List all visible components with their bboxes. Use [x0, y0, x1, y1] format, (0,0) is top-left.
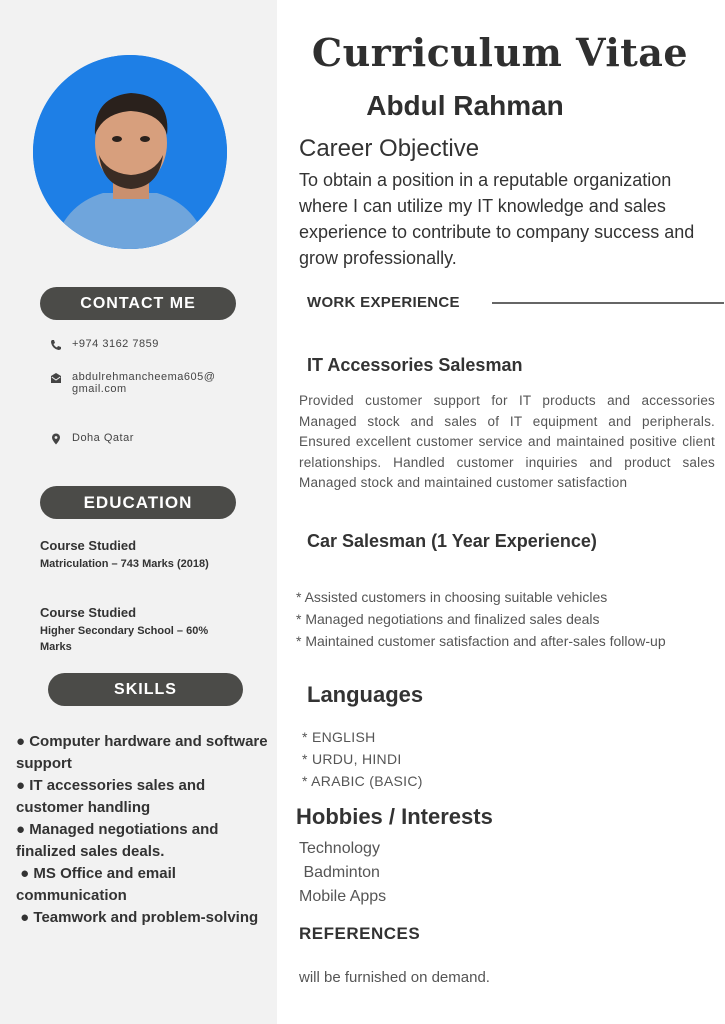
- references-text: will be furnished on demand.: [299, 969, 490, 986]
- contact-phone: [49, 338, 159, 352]
- skills-heading: SKILLS: [48, 673, 243, 706]
- skill-item: ● Teamwork and problem-solving: [16, 909, 259, 926]
- references-heading: REFERENCES: [299, 924, 421, 943]
- email-text[interactable]: [72, 371, 215, 395]
- skill-item: ● Managed negotiations and finalized sales deals.: [16, 821, 219, 860]
- education-item: [40, 538, 260, 572]
- location-pin-icon: [49, 432, 63, 446]
- education-detail: Matriculation – 743 Marks (2018): [40, 558, 209, 570]
- job-title: Car Salesman (1 Year Experience): [307, 531, 597, 551]
- skill-item: ● IT accessories sales and customer handling: [16, 777, 206, 816]
- skills-list: [16, 731, 274, 929]
- hobby-item: Badminton: [299, 864, 380, 881]
- objective-text: To obtain a position in a reputable organization where I can utilize my IT knowledge and sales experience to contribute to company success and grow professionally.: [299, 170, 695, 268]
- work-experience-heading: WORK EXPERIENCE: [307, 294, 460, 311]
- job-bullet: * Assisted customers in choosing suitable vehicles: [296, 589, 608, 605]
- email-line-1: abdulrehmancheema605@: [72, 371, 216, 383]
- job-title: IT Accessories Salesman: [307, 355, 523, 375]
- contact-heading: CONTACT ME: [40, 287, 236, 320]
- job-bullets: [296, 586, 721, 652]
- skill-item: ● Computer hardware and software support: [16, 733, 268, 772]
- skill-item: ● MS Office and email communication: [16, 865, 181, 904]
- language-item: * URDU, HINDI: [302, 751, 402, 767]
- location-text: Doha Qatar: [72, 432, 134, 444]
- section-divider: [492, 302, 724, 304]
- education-detail: Higher Secondary School – 60% Marks: [40, 625, 209, 653]
- mail-icon: [49, 371, 63, 385]
- phone-icon: [49, 338, 63, 352]
- hobby-item: Mobile Apps: [299, 888, 387, 905]
- education-item: [40, 605, 220, 655]
- hobbies-heading: Hobbies / Interests: [296, 804, 493, 829]
- job-bullet: * Managed negotiations and finalized sales deals: [296, 611, 600, 627]
- education-label: Course Studied: [40, 605, 137, 620]
- contact-location: [49, 432, 134, 446]
- hobby-item: Technology: [299, 840, 380, 857]
- contact-email: [49, 371, 215, 395]
- education-heading: EDUCATION: [40, 486, 236, 519]
- objective-heading: Career Objective: [299, 135, 480, 162]
- education-label: Course Studied: [40, 538, 137, 553]
- job-bullet: * Maintained customer satisfaction and after-sales follow-up: [296, 633, 666, 649]
- email-line-2: gmail.com: [72, 383, 127, 395]
- hobbies-list: [299, 837, 386, 909]
- profile-photo-portrait: [33, 55, 227, 249]
- candidate-name: Abdul Rahman: [366, 90, 564, 121]
- document-title: Curriculum Vitae: [311, 30, 689, 75]
- language-item: * ENGLISH: [302, 729, 376, 745]
- profile-photo: [33, 55, 227, 249]
- language-item: * ARABIC (BASIC): [302, 773, 423, 789]
- languages-heading: Languages: [307, 682, 424, 707]
- phone-text[interactable]: +974 3162 7859: [72, 338, 159, 350]
- job-description: Provided customer support for IT products and accessories Managed stock and sales of IT equipment and peripherals. Ensured excellent customer service and maintained positive client relationships. Handled customer inquiries and product sales Managed stock and maintained customer satisfaction: [299, 393, 715, 490]
- languages-list: [302, 726, 423, 792]
